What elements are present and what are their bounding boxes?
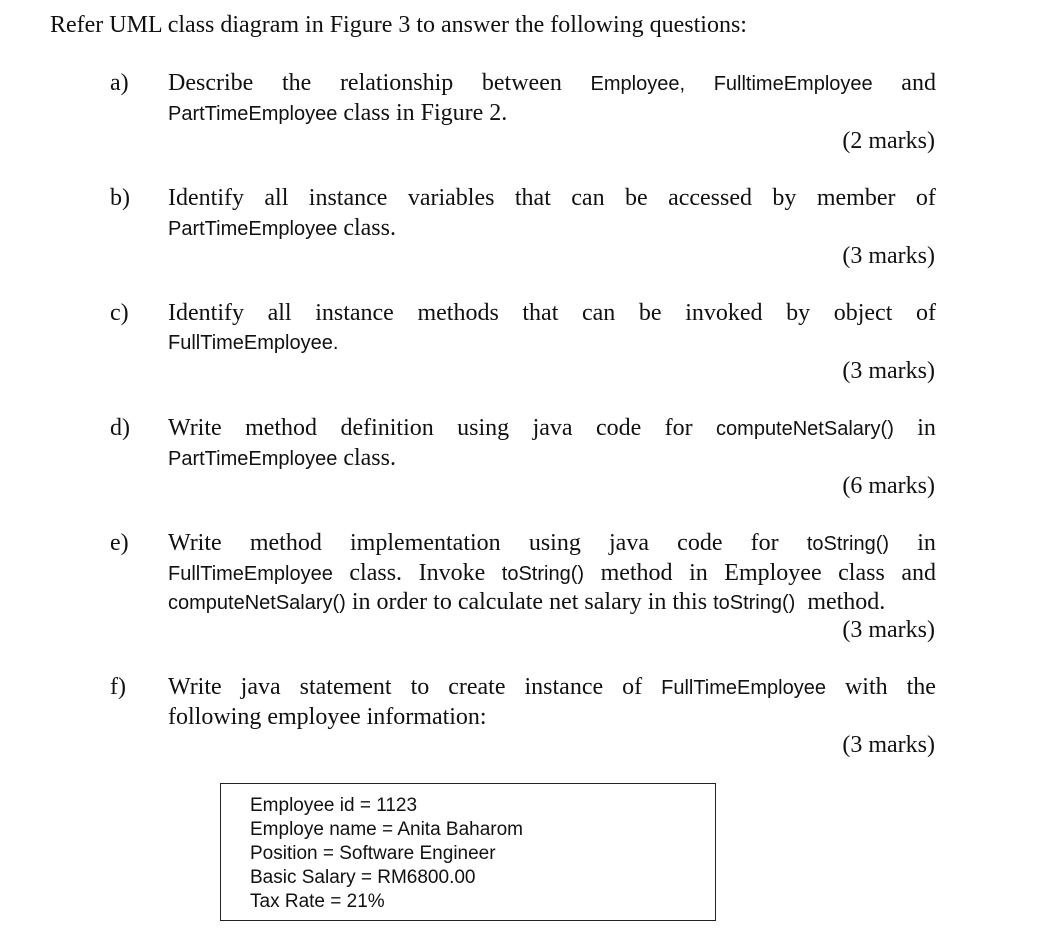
- class-name: PartTimeEmployee: [168, 103, 338, 125]
- question-text-line: PartTimeEmployee class.: [168, 445, 396, 471]
- question-text-line: Describe the relationship between Employee, FulltimeEmployee and: [168, 68, 936, 98]
- instructions-text: Refer UML class diagram in Figure 3 to answer the following questions:: [50, 12, 747, 38]
- question-text-line: FullTimeEmployee class. Invoke toString() method in Employee class and: [168, 558, 936, 588]
- question-text-line: PartTimeEmployee class.: [168, 215, 396, 241]
- marks-label: (2 marks): [842, 128, 935, 154]
- method-name: toString(): [713, 592, 796, 614]
- question-letter: f): [110, 674, 126, 700]
- class-name: FullTimeEmployee: [661, 677, 826, 699]
- employee-name-line: Employe name = Anita Baharom: [250, 819, 524, 840]
- question-text-line: computeNetSalary() in order to calculate net salary in this toString() method.: [168, 589, 886, 615]
- class-name: FullTimeEmployee.: [168, 332, 339, 354]
- marks-label: (3 marks): [842, 732, 935, 758]
- question-letter: e): [110, 530, 129, 556]
- tax-rate-line: Tax Rate = 21%: [250, 891, 385, 912]
- class-name: PartTimeEmployee: [168, 448, 338, 470]
- marks-label: (6 marks): [842, 473, 935, 499]
- question-text-line: Write method definition using java code for computeNetSalary() in: [168, 413, 936, 443]
- question-text-line: following employee information:: [168, 704, 487, 730]
- question-text-line: Write method implementation using java code for toString() in: [168, 528, 936, 558]
- marks-label: (3 marks): [842, 358, 935, 384]
- method-name: toString(): [501, 563, 585, 585]
- employee-info-box: [220, 783, 716, 921]
- question-letter: b): [110, 185, 130, 211]
- method-name: toString(): [806, 533, 890, 555]
- marks-label: (3 marks): [842, 243, 935, 269]
- question-text-line: PartTimeEmployee class in Figure 2.: [168, 100, 508, 126]
- position-line: Position = Software Engineer: [250, 843, 496, 864]
- question-letter: a): [110, 70, 129, 96]
- question-text-line: Write java statement to create instance of FullTimeEmployee with the: [168, 672, 936, 702]
- class-name: Employee,: [590, 73, 686, 95]
- class-name: FullTimeEmployee: [168, 563, 333, 585]
- question-text-line: Identify all instance methods that can be invoked by object of: [168, 300, 936, 326]
- employee-id-line: Employee id = 1123: [250, 795, 418, 816]
- question-letter: d): [110, 415, 130, 441]
- method-name: computeNetSalary(): [716, 418, 894, 440]
- marks-label: (3 marks): [842, 617, 935, 643]
- class-name: PartTimeEmployee: [168, 218, 338, 240]
- question-letter: c): [110, 300, 129, 326]
- method-name: computeNetSalary(): [168, 592, 346, 614]
- basic-salary-line: Basic Salary = RM6800.00: [250, 867, 476, 888]
- class-name: FulltimeEmployee: [713, 73, 873, 95]
- question-text-line: [168, 328, 338, 358]
- question-text-line: Identify all instance variables that can be accessed by member of: [168, 185, 936, 211]
